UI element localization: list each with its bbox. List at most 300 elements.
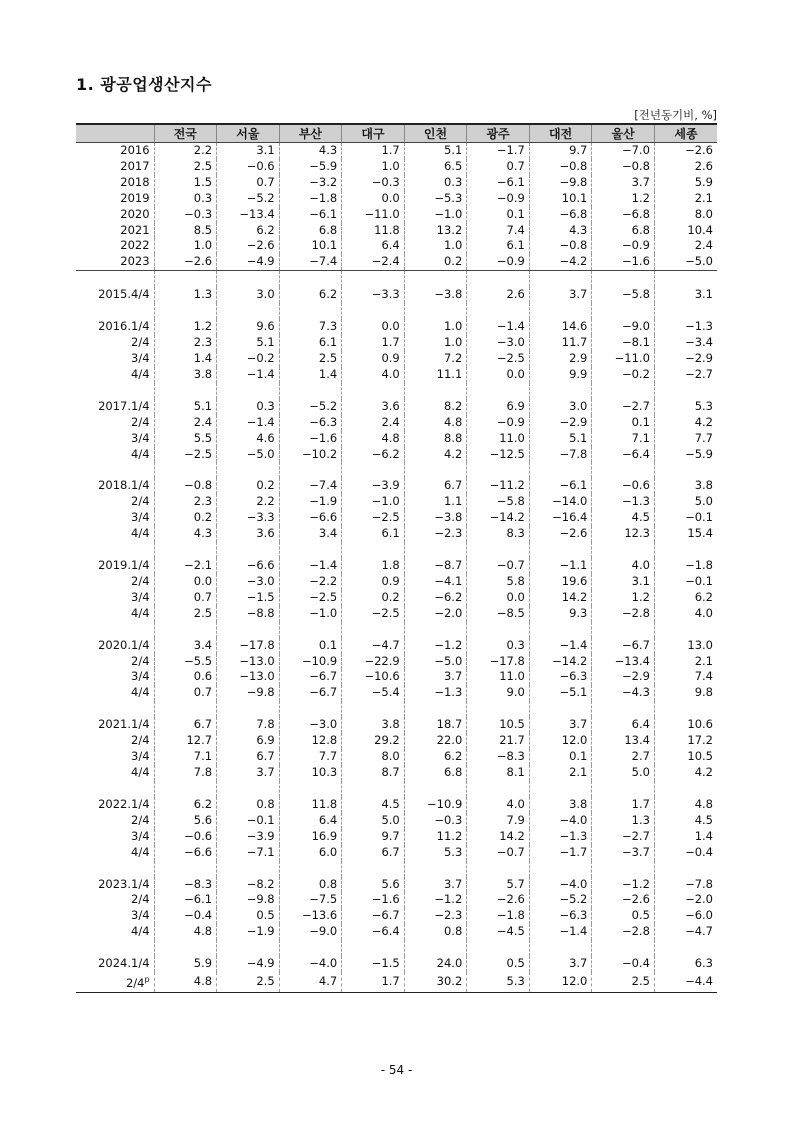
value-cell: −9.8 bbox=[217, 892, 280, 908]
row-label-text: 2016 bbox=[120, 143, 150, 157]
value-cell: 0.3 bbox=[467, 638, 530, 654]
spacer-cell bbox=[404, 940, 467, 956]
value-cell: 5.3 bbox=[654, 399, 717, 415]
spacer-cell bbox=[592, 462, 655, 478]
value-cell: −4.1 bbox=[404, 574, 467, 590]
table-row bbox=[76, 399, 717, 415]
value-cell: −0.7 bbox=[467, 845, 530, 861]
value-cell: −17.8 bbox=[217, 638, 280, 654]
value-cell: 1.7 bbox=[342, 143, 405, 159]
value-cell: −6.2 bbox=[342, 447, 405, 463]
spacer-cell bbox=[76, 542, 154, 558]
row-label bbox=[76, 447, 154, 463]
spacer-cell bbox=[654, 542, 717, 558]
row-label bbox=[76, 717, 154, 733]
row-label-text: 3/4 bbox=[131, 828, 150, 843]
value-cell: 1.7 bbox=[592, 797, 655, 813]
value-cell: 6.2 bbox=[654, 590, 717, 606]
spacer-cell bbox=[76, 271, 154, 288]
row-label bbox=[76, 367, 154, 383]
value-cell: −2.6 bbox=[654, 143, 717, 159]
spacer-cell bbox=[154, 383, 217, 399]
table-row bbox=[76, 351, 717, 367]
spacer-row bbox=[76, 303, 717, 319]
row-label bbox=[76, 159, 154, 175]
value-cell: 2.1 bbox=[654, 191, 717, 207]
value-cell: −0.9 bbox=[467, 415, 530, 431]
page-number: - 54 - bbox=[380, 1063, 413, 1077]
spacer-cell bbox=[404, 542, 467, 558]
value-cell: 2.6 bbox=[467, 287, 530, 303]
spacer-cell bbox=[217, 781, 280, 797]
value-cell: −1.7 bbox=[529, 845, 592, 861]
value-cell: −5.8 bbox=[592, 287, 655, 303]
row-label-text: 2/4 bbox=[125, 975, 145, 990]
value-cell: −0.8 bbox=[529, 159, 592, 175]
value-cell: 7.9 bbox=[467, 813, 530, 829]
value-cell: 13.0 bbox=[654, 638, 717, 654]
table-row bbox=[76, 924, 717, 940]
value-cell: −2.6 bbox=[217, 238, 280, 254]
value-cell: −2.6 bbox=[467, 892, 530, 908]
row-label bbox=[76, 287, 154, 303]
row-label-text: 2/4 bbox=[131, 414, 150, 429]
value-cell: 21.7 bbox=[467, 733, 530, 749]
value-cell: −3.7 bbox=[592, 845, 655, 861]
value-cell: −2.5 bbox=[342, 606, 405, 622]
value-cell: 0.8 bbox=[279, 877, 342, 893]
value-cell: 2.5 bbox=[154, 159, 217, 175]
row-label-text: 2018.1/4 bbox=[98, 478, 150, 493]
spacer-cell bbox=[529, 861, 592, 877]
spacer-cell bbox=[404, 701, 467, 717]
value-cell: −1.2 bbox=[404, 892, 467, 908]
row-label-text: 2016.1/4 bbox=[98, 319, 150, 334]
spacer-cell bbox=[654, 383, 717, 399]
value-cell: −6.3 bbox=[529, 908, 592, 924]
value-cell: 7.8 bbox=[217, 717, 280, 733]
row-label bbox=[76, 654, 154, 670]
spacer-row bbox=[76, 383, 717, 399]
value-cell: 7.2 bbox=[404, 351, 467, 367]
value-cell: 2.5 bbox=[592, 972, 655, 992]
row-label bbox=[76, 908, 154, 924]
value-cell: −6.8 bbox=[592, 207, 655, 223]
value-cell: −0.4 bbox=[592, 956, 655, 972]
row-label-text: 2019 bbox=[120, 190, 150, 205]
value-cell: −14.2 bbox=[467, 510, 530, 526]
value-cell: 0.0 bbox=[342, 191, 405, 207]
value-cell: −1.4 bbox=[529, 638, 592, 654]
row-label-text: 3/4 bbox=[131, 589, 150, 604]
row-label bbox=[76, 892, 154, 908]
value-cell: −8.8 bbox=[217, 606, 280, 622]
row-label bbox=[76, 415, 154, 431]
value-cell: 6.7 bbox=[404, 478, 467, 494]
value-cell: −1.0 bbox=[342, 494, 405, 510]
value-cell: −1.1 bbox=[529, 558, 592, 574]
value-cell: 10.1 bbox=[279, 238, 342, 254]
value-cell: −3.9 bbox=[342, 478, 405, 494]
value-cell: 0.8 bbox=[217, 797, 280, 813]
row-label-text: 4/4 bbox=[131, 844, 150, 859]
row-label bbox=[76, 813, 154, 829]
spacer-cell bbox=[342, 383, 405, 399]
value-cell: −2.9 bbox=[529, 415, 592, 431]
row-label-text: 3/4 bbox=[131, 510, 150, 525]
row-label-text: 2/4 bbox=[131, 812, 150, 827]
value-cell: 0.0 bbox=[467, 367, 530, 383]
row-label bbox=[76, 956, 154, 972]
value-cell: 1.2 bbox=[592, 590, 655, 606]
row-label bbox=[76, 399, 154, 415]
row-label-text: 2022.1/4 bbox=[98, 796, 150, 811]
value-cell: 8.5 bbox=[154, 223, 217, 239]
spacer-row bbox=[76, 542, 717, 558]
value-cell: −6.1 bbox=[154, 892, 217, 908]
value-cell: 0.0 bbox=[154, 574, 217, 590]
value-cell: 5.9 bbox=[654, 175, 717, 191]
row-label bbox=[76, 590, 154, 606]
unit-label: [전년동기비, %] bbox=[634, 108, 717, 122]
spacer-cell bbox=[76, 940, 154, 956]
value-cell: 3.7 bbox=[529, 717, 592, 733]
value-cell: 6.2 bbox=[404, 749, 467, 765]
value-cell: −7.1 bbox=[217, 845, 280, 861]
value-cell: 7.7 bbox=[654, 431, 717, 447]
value-cell: −2.5 bbox=[342, 510, 405, 526]
value-cell: −10.9 bbox=[404, 797, 467, 813]
value-cell: −4.3 bbox=[592, 685, 655, 701]
value-cell: −1.6 bbox=[592, 254, 655, 270]
value-cell: 4.6 bbox=[217, 431, 280, 447]
spacer-cell bbox=[529, 462, 592, 478]
spacer-cell bbox=[76, 701, 154, 717]
value-cell: −6.1 bbox=[529, 478, 592, 494]
page-title: 1. 광공업생산지수 bbox=[76, 75, 212, 94]
value-cell: 1.0 bbox=[404, 238, 467, 254]
spacer-cell bbox=[404, 622, 467, 638]
value-cell: 2.4 bbox=[342, 415, 405, 431]
row-label bbox=[76, 510, 154, 526]
value-cell: 2.7 bbox=[592, 749, 655, 765]
value-cell: −5.3 bbox=[404, 191, 467, 207]
row-label bbox=[76, 877, 154, 893]
value-cell: 0.3 bbox=[154, 191, 217, 207]
value-cell: −9.0 bbox=[592, 319, 655, 335]
value-cell: 0.2 bbox=[217, 478, 280, 494]
table-row bbox=[76, 829, 717, 845]
table-row bbox=[76, 654, 717, 670]
value-cell: −1.3 bbox=[529, 829, 592, 845]
value-cell: 2.5 bbox=[217, 972, 280, 992]
value-cell: −0.9 bbox=[467, 191, 530, 207]
value-cell: 6.8 bbox=[279, 223, 342, 239]
value-cell: −2.8 bbox=[592, 924, 655, 940]
value-cell: −4.5 bbox=[467, 924, 530, 940]
value-cell: 4.8 bbox=[404, 415, 467, 431]
spacer-cell bbox=[592, 701, 655, 717]
value-cell: −0.3 bbox=[154, 207, 217, 223]
spacer-cell bbox=[529, 940, 592, 956]
spacer-cell bbox=[404, 271, 467, 288]
spacer-cell bbox=[467, 861, 530, 877]
value-cell: 3.8 bbox=[154, 367, 217, 383]
value-cell: 1.8 bbox=[342, 558, 405, 574]
value-cell: −3.4 bbox=[654, 335, 717, 351]
value-cell: −7.8 bbox=[654, 877, 717, 893]
value-cell: 6.0 bbox=[279, 845, 342, 861]
spacer-cell bbox=[654, 781, 717, 797]
spacer-cell bbox=[279, 781, 342, 797]
value-cell: 11.0 bbox=[467, 431, 530, 447]
value-cell: 2.9 bbox=[529, 351, 592, 367]
row-label bbox=[76, 924, 154, 940]
row-label bbox=[76, 685, 154, 701]
value-cell: 13.4 bbox=[592, 733, 655, 749]
spacer-cell bbox=[342, 622, 405, 638]
value-cell: −13.0 bbox=[217, 669, 280, 685]
value-cell: −0.8 bbox=[592, 159, 655, 175]
spacer-cell bbox=[279, 701, 342, 717]
value-cell: 4.8 bbox=[154, 972, 217, 992]
value-cell: −9.8 bbox=[529, 175, 592, 191]
table-row bbox=[76, 191, 717, 207]
value-cell: −3.8 bbox=[404, 510, 467, 526]
value-cell: 5.1 bbox=[404, 143, 467, 159]
value-cell: −0.3 bbox=[342, 175, 405, 191]
table-row bbox=[76, 717, 717, 733]
value-cell: 4.0 bbox=[467, 797, 530, 813]
spacer-cell bbox=[529, 701, 592, 717]
row-label-text: 2023.1/4 bbox=[98, 876, 150, 891]
value-cell: 11.2 bbox=[404, 829, 467, 845]
table-row bbox=[76, 558, 717, 574]
value-cell: 8.0 bbox=[654, 207, 717, 223]
value-cell: −1.4 bbox=[467, 319, 530, 335]
value-cell: −13.4 bbox=[592, 654, 655, 670]
row-label-text: 2015.4/4 bbox=[98, 287, 150, 302]
table-row bbox=[76, 813, 717, 829]
spacer-cell bbox=[467, 271, 530, 288]
table-row bbox=[76, 956, 717, 972]
value-cell: 0.3 bbox=[217, 399, 280, 415]
table-row bbox=[76, 335, 717, 351]
value-cell: −0.9 bbox=[592, 238, 655, 254]
value-cell: −6.4 bbox=[592, 447, 655, 463]
table-row bbox=[76, 287, 717, 303]
value-cell: 3.7 bbox=[404, 877, 467, 893]
value-cell: −2.7 bbox=[654, 367, 717, 383]
value-cell: 5.0 bbox=[654, 494, 717, 510]
spacer-cell bbox=[529, 383, 592, 399]
value-cell: −4.9 bbox=[217, 254, 280, 270]
value-cell: 8.0 bbox=[342, 749, 405, 765]
value-cell: 6.9 bbox=[467, 399, 530, 415]
spacer-cell bbox=[654, 303, 717, 319]
value-cell: −6.7 bbox=[279, 685, 342, 701]
spacer-cell bbox=[529, 542, 592, 558]
value-cell: 3.7 bbox=[217, 765, 280, 781]
value-cell: 12.0 bbox=[529, 733, 592, 749]
table-row bbox=[76, 797, 717, 813]
row-label bbox=[76, 749, 154, 765]
value-cell: −3.0 bbox=[217, 574, 280, 590]
value-cell: −4.0 bbox=[529, 877, 592, 893]
value-cell: −13.0 bbox=[217, 654, 280, 670]
value-cell: 3.8 bbox=[529, 797, 592, 813]
row-label-text: 2022 bbox=[120, 238, 150, 253]
spacer-cell bbox=[154, 303, 217, 319]
value-cell: 24.0 bbox=[404, 956, 467, 972]
value-cell: −1.4 bbox=[217, 415, 280, 431]
spacer-cell bbox=[154, 861, 217, 877]
spacer-cell bbox=[279, 271, 342, 288]
value-cell: 30.2 bbox=[404, 972, 467, 992]
value-cell: −2.6 bbox=[529, 526, 592, 542]
value-cell: 0.7 bbox=[467, 159, 530, 175]
value-cell: 1.0 bbox=[342, 159, 405, 175]
value-cell: 3.1 bbox=[654, 287, 717, 303]
value-cell: 0.8 bbox=[404, 924, 467, 940]
value-cell: −1.7 bbox=[467, 143, 530, 159]
value-cell: 0.5 bbox=[467, 956, 530, 972]
value-cell: −1.9 bbox=[217, 924, 280, 940]
row-label bbox=[76, 478, 154, 494]
value-cell: 9.9 bbox=[529, 367, 592, 383]
value-cell: 6.1 bbox=[467, 238, 530, 254]
row-label bbox=[76, 606, 154, 622]
value-cell: 16.9 bbox=[279, 829, 342, 845]
value-cell: −6.4 bbox=[342, 924, 405, 940]
row-label-text: 4/4 bbox=[131, 526, 150, 541]
value-cell: 10.3 bbox=[279, 765, 342, 781]
value-cell: 14.6 bbox=[529, 319, 592, 335]
value-cell: 8.2 bbox=[404, 399, 467, 415]
value-cell: 1.2 bbox=[592, 191, 655, 207]
value-cell: −4.4 bbox=[654, 972, 717, 992]
value-cell: 2.1 bbox=[529, 765, 592, 781]
row-label bbox=[76, 972, 154, 992]
table-row bbox=[76, 765, 717, 781]
table-row bbox=[76, 175, 717, 191]
header-region: 인천 bbox=[404, 124, 467, 143]
value-cell: 7.3 bbox=[279, 319, 342, 335]
row-label bbox=[76, 797, 154, 813]
value-cell: 4.2 bbox=[654, 415, 717, 431]
spacer-cell bbox=[467, 940, 530, 956]
value-cell: 7.8 bbox=[154, 765, 217, 781]
spacer-cell bbox=[279, 462, 342, 478]
value-cell: 4.5 bbox=[654, 813, 717, 829]
spacer-cell bbox=[467, 701, 530, 717]
value-cell: 8.3 bbox=[467, 526, 530, 542]
value-cell: 18.7 bbox=[404, 717, 467, 733]
table-row bbox=[76, 972, 717, 992]
value-cell: −5.9 bbox=[279, 159, 342, 175]
value-cell: 0.2 bbox=[404, 254, 467, 270]
table-header-row bbox=[76, 124, 717, 143]
value-cell: −3.9 bbox=[217, 829, 280, 845]
value-cell: −4.7 bbox=[654, 924, 717, 940]
value-cell: −7.4 bbox=[279, 478, 342, 494]
value-cell: −4.0 bbox=[529, 813, 592, 829]
row-label bbox=[76, 175, 154, 191]
table-row bbox=[76, 238, 717, 254]
value-cell: −0.6 bbox=[217, 159, 280, 175]
value-cell: 8.1 bbox=[467, 765, 530, 781]
value-cell: −2.5 bbox=[467, 351, 530, 367]
table-row bbox=[76, 733, 717, 749]
value-cell: 3.7 bbox=[529, 287, 592, 303]
value-cell: 4.2 bbox=[404, 447, 467, 463]
row-label-text: 2020.1/4 bbox=[98, 637, 150, 652]
value-cell: −7.8 bbox=[529, 447, 592, 463]
table-row bbox=[76, 431, 717, 447]
value-cell: 2.5 bbox=[279, 351, 342, 367]
value-cell: −1.4 bbox=[217, 367, 280, 383]
value-cell: 10.6 bbox=[654, 717, 717, 733]
value-cell: −22.9 bbox=[342, 654, 405, 670]
value-cell: −1.8 bbox=[279, 191, 342, 207]
spacer-cell bbox=[342, 542, 405, 558]
spacer-cell bbox=[217, 542, 280, 558]
value-cell: 6.9 bbox=[217, 733, 280, 749]
spacer-cell bbox=[654, 861, 717, 877]
value-cell: 2.4 bbox=[654, 238, 717, 254]
row-label-text: 2024.1/4 bbox=[98, 956, 150, 971]
spacer-cell bbox=[76, 622, 154, 638]
value-cell: −1.5 bbox=[342, 956, 405, 972]
value-cell: 4.3 bbox=[529, 223, 592, 239]
value-cell: −6.3 bbox=[279, 415, 342, 431]
value-cell: 5.3 bbox=[467, 972, 530, 992]
table-row bbox=[76, 159, 717, 175]
value-cell: 3.7 bbox=[529, 956, 592, 972]
spacer-cell bbox=[76, 781, 154, 797]
value-cell: −6.7 bbox=[342, 908, 405, 924]
row-label bbox=[76, 829, 154, 845]
value-cell: −2.7 bbox=[592, 829, 655, 845]
value-cell: −7.0 bbox=[592, 143, 655, 159]
value-cell: −3.0 bbox=[467, 335, 530, 351]
row-label bbox=[76, 351, 154, 367]
value-cell: −0.6 bbox=[154, 829, 217, 845]
row-label bbox=[76, 574, 154, 590]
value-cell: 0.7 bbox=[154, 685, 217, 701]
table-row bbox=[76, 415, 717, 431]
value-cell: −16.4 bbox=[529, 510, 592, 526]
value-cell: 6.5 bbox=[404, 159, 467, 175]
value-cell: −1.4 bbox=[529, 924, 592, 940]
value-cell: 4.3 bbox=[154, 526, 217, 542]
value-cell: 9.0 bbox=[467, 685, 530, 701]
value-cell: −8.3 bbox=[467, 749, 530, 765]
row-label-text: 4/4 bbox=[131, 685, 150, 700]
value-cell: 1.7 bbox=[342, 972, 405, 992]
value-cell: 0.1 bbox=[467, 207, 530, 223]
value-cell: 10.5 bbox=[654, 749, 717, 765]
row-label-text: 4/4 bbox=[131, 924, 150, 939]
value-cell: −1.0 bbox=[404, 207, 467, 223]
value-cell: 5.9 bbox=[154, 956, 217, 972]
spacer-row bbox=[76, 940, 717, 956]
value-cell: 5.1 bbox=[529, 431, 592, 447]
row-label-text: 3/4 bbox=[131, 669, 150, 684]
value-cell: −4.2 bbox=[529, 254, 592, 270]
value-cell: 6.4 bbox=[279, 813, 342, 829]
value-cell: 4.3 bbox=[279, 143, 342, 159]
